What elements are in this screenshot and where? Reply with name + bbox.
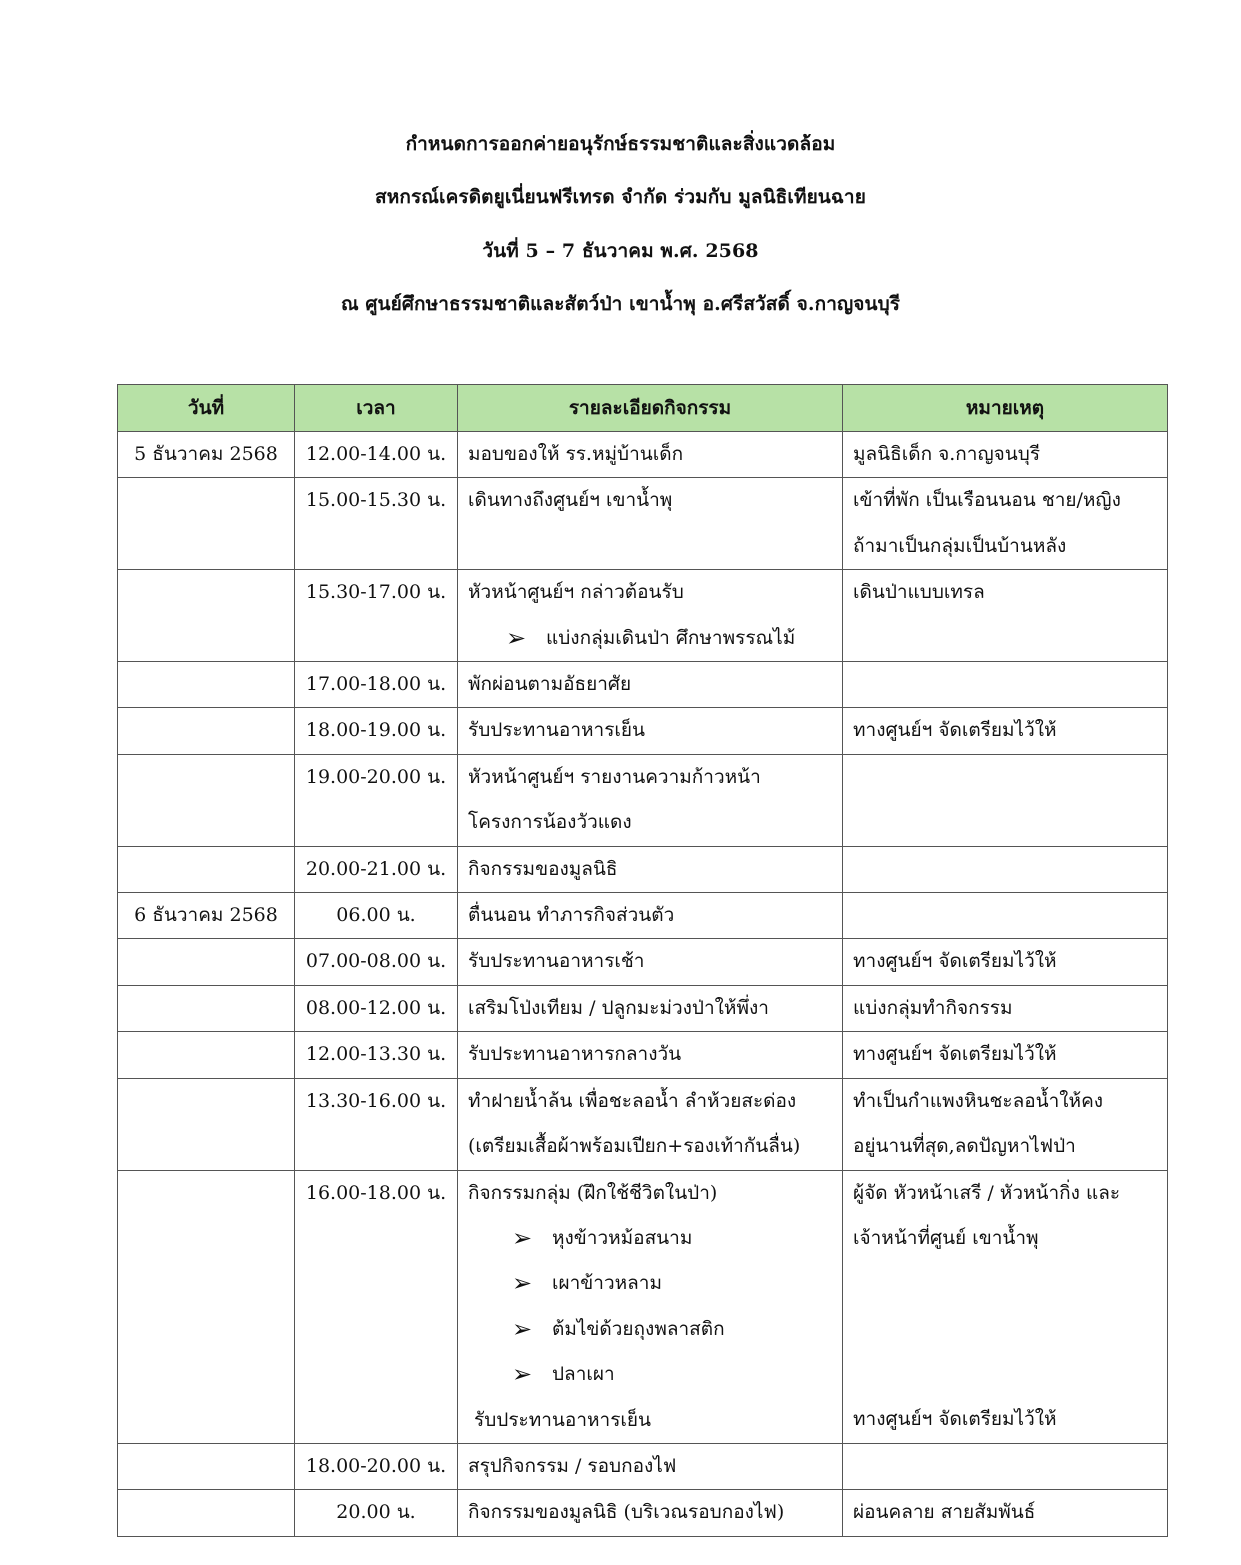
activity-line: กิจกรรมกลุ่ม (ฝึกใช้ชีวิตในป่า) (468, 1181, 718, 1204)
cell-note (843, 432, 1168, 478)
cell-activity (458, 939, 843, 985)
activity-bullet-text: แบ่งกลุ่มเดินป่า ศึกษาพรรณไม้ (546, 626, 796, 649)
activity-line: รับประทานอาหารเย็น (468, 719, 646, 742)
table-row (118, 570, 1168, 662)
note-line: เดินป่าแบบเทรล (853, 581, 985, 604)
note-line: มูลนิธิเด็ก จ.กาญจนบุรี (853, 443, 1041, 465)
cell-note (843, 708, 1168, 754)
cell-time: 20.00-21.00 น. (295, 846, 458, 892)
activity-line: รับประทานอาหารกลางวัน (468, 1043, 682, 1066)
note-line: ทำเป็นกำแพงหินชะลอน้ำให้คง (853, 1089, 1104, 1112)
cell-note (843, 1490, 1168, 1536)
activity-line: ตื่นนอน ทำภารกิจส่วนตัว (468, 904, 675, 927)
activity-line: กิจกรรมของมูลนิธิ (468, 857, 618, 880)
cell-time: 19.00-20.00 น. (295, 754, 458, 846)
cell-activity (458, 1078, 843, 1170)
table-row (118, 1490, 1168, 1536)
arrow-right-bullet-icon: ➢ (512, 1360, 533, 1389)
cell-activity (458, 478, 843, 570)
arrow-right-bullet-icon: ➢ (512, 1223, 533, 1252)
arrow-right-bullet-icon: ➢ (512, 1314, 533, 1343)
cell-time: 12.00-13.30 น. (295, 1032, 458, 1078)
cell-date (118, 985, 295, 1031)
note-line: ทางศูนย์ฯ จัดเตรียมไว้ให้ (853, 1408, 1057, 1431)
activity-bullet-item (468, 616, 832, 661)
cell-activity (458, 1032, 843, 1078)
cell-time: 18.00-20.00 น. (295, 1443, 458, 1489)
header-activity: รายละเอียดกิจกรรม (458, 385, 843, 432)
table-row (118, 708, 1168, 754)
cell-note (843, 1078, 1168, 1170)
cell-date (118, 846, 295, 892)
cell-note (843, 846, 1168, 892)
cell-date (118, 754, 295, 846)
cell-time: 20.00 น. (295, 1490, 458, 1536)
table-row (118, 1078, 1168, 1170)
activity-bullet-text: ปลาเผา (552, 1363, 615, 1386)
table-row (118, 478, 1168, 570)
cell-note (843, 939, 1168, 985)
cell-activity (458, 754, 843, 846)
activity-line: เสริมโป่งเทียม / ปลูกมะม่วงป่าให้พึ่งา (468, 996, 769, 1019)
note-line: ทางศูนย์ฯ จัดเตรียมไว้ให้ (853, 950, 1057, 973)
cell-note (843, 1443, 1168, 1489)
cell-time: 06.00 น. (295, 893, 458, 939)
table-row (118, 662, 1168, 708)
activity-bullet-text: ต้มไข่ด้วยถุงพลาสติก (552, 1317, 725, 1340)
table-row (118, 1170, 1168, 1443)
cell-activity (458, 985, 843, 1031)
activity-bullet-text: เผาข้าวหลาม (552, 1272, 662, 1295)
cell-activity (458, 1443, 843, 1489)
schedule-table (117, 384, 1168, 1537)
cell-time: 18.00-19.00 น. (295, 708, 458, 754)
header-time: เวลา (295, 385, 458, 432)
arrow-right-bullet-icon: ➢ (512, 1269, 533, 1298)
table-row (118, 939, 1168, 985)
activity-bullet-item (468, 1261, 832, 1306)
cell-date (118, 939, 295, 985)
cell-activity (458, 432, 843, 478)
activity-line: ทำฝายน้ำล้น เพื่อชะลอน้ำ ลำห้วยสะด่อง (468, 1089, 797, 1112)
activity-line: หัวหน้าศูนย์ฯ รายงานความก้าวหน้า (468, 765, 761, 788)
cell-activity (458, 1170, 843, 1443)
cell-activity (458, 1490, 843, 1536)
cell-time: 15.00-15.30 น. (295, 478, 458, 570)
cell-date: 5 ธันวาคม 2568 (118, 432, 295, 478)
table-row (118, 1443, 1168, 1489)
activity-line: มอบของให้ รร.หมู่บ้านเด็ก (468, 443, 684, 465)
table-row (118, 754, 1168, 846)
document-heading (0, 118, 1241, 331)
note-line: อยู่นานที่สุด,ลดปัญหาไฟป่า (853, 1135, 1076, 1158)
heading-venue: ณ ศูนย์ศึกษาธรรมชาติและสัตว์ป่า เขาน้ำพุ อ.ศรีสวัสดิ์ จ.กาญจนบุรี (340, 292, 901, 315)
cell-date (118, 478, 295, 570)
activity-bullet-item (468, 1307, 832, 1352)
activity-line: กิจกรรมของมูลนิธิ (บริเวณรอบกองไฟ) (468, 1501, 785, 1524)
cell-note (843, 1170, 1168, 1443)
table-row (118, 432, 1168, 478)
schedule-body (118, 432, 1168, 1537)
cell-note (843, 985, 1168, 1031)
cell-note (843, 478, 1168, 570)
table-row (118, 893, 1168, 939)
heading-title: กำหนดการออกค่ายอนุรักษ์ธรรมชาติและสิ่งแวดล้อม (405, 133, 836, 155)
table-row (118, 985, 1168, 1031)
note-line: เจ้าหน้าที่ศูนย์ เขาน้ำพุ (853, 1226, 1039, 1249)
cell-activity (458, 846, 843, 892)
cell-activity (458, 708, 843, 754)
table-row (118, 846, 1168, 892)
cell-activity (458, 570, 843, 662)
activity-bullet-item (468, 1216, 832, 1261)
note-line: ทางศูนย์ฯ จัดเตรียมไว้ให้ (853, 1043, 1057, 1066)
activity-line: โครงการน้องวัวแดง (468, 811, 632, 834)
activity-line: สรุปกิจกรรม / รอบกองไฟ (468, 1454, 677, 1477)
note-line: แบ่งกลุ่มทำกิจกรรม (853, 996, 1013, 1019)
header-note: หมายเหตุ (843, 385, 1168, 432)
cell-activity (458, 662, 843, 708)
cell-time: 13.30-16.00 น. (295, 1078, 458, 1170)
cell-time: 08.00-12.00 น. (295, 985, 458, 1031)
note-spacer (853, 1352, 1157, 1397)
activity-bullet-text: หุงข้าวหม้อสนาม (552, 1226, 693, 1249)
activity-line: พักผ่อนตามอัธยาศัย (468, 673, 632, 696)
activity-line: รับประทานอาหารเช้า (468, 950, 645, 973)
cell-time: 15.30-17.00 น. (295, 570, 458, 662)
activity-line: รับประทานอาหารเย็น (474, 1408, 652, 1431)
cell-date (118, 662, 295, 708)
note-line: ถ้ามาเป็นกลุ่มเป็นบ้านหลัง (853, 534, 1067, 557)
note-spacer (853, 1261, 1157, 1306)
activity-line: หัวหน้าศูนย์ฯ กล่าวต้อนรับ (468, 581, 684, 604)
cell-date (118, 1032, 295, 1078)
note-line: ทางศูนย์ฯ จัดเตรียมไว้ให้ (853, 719, 1057, 742)
header-date: วันที่ (118, 385, 295, 432)
cell-time: 07.00-08.00 น. (295, 939, 458, 985)
cell-time: 12.00-14.00 น. (295, 432, 458, 478)
activity-bullet-item (468, 1352, 832, 1397)
cell-note (843, 893, 1168, 939)
activity-line: เดินทางถึงศูนย์ฯ เขาน้ำพุ (468, 489, 673, 512)
arrow-right-bullet-icon: ➢ (506, 623, 527, 652)
cell-note (843, 662, 1168, 708)
cell-date (118, 1443, 295, 1489)
cell-note (843, 754, 1168, 846)
cell-note (843, 570, 1168, 662)
cell-time: 16.00-18.00 น. (295, 1170, 458, 1443)
note-spacer (853, 1307, 1157, 1352)
table-header-row (118, 385, 1168, 432)
heading-organizers: สหกรณ์เครดิตยูเนี่ยนฟรีเทรด จำกัด ร่วมกับ มูลนิธิเทียนฉาย (375, 186, 866, 209)
cell-date (118, 708, 295, 754)
cell-date: 6 ธันวาคม 2568 (118, 893, 295, 939)
note-line: เข้าที่พัก เป็นเรือนนอน ชาย/หญิง (853, 489, 1121, 512)
heading-dates: วันที่ 5 – 7 ธันวาคม พ.ศ. 2568 (482, 239, 759, 262)
cell-note (843, 1032, 1168, 1078)
cell-date (118, 570, 295, 662)
note-line: ผ่อนคลาย สายสัมพันธ์ (853, 1501, 1036, 1524)
table-row (118, 1032, 1168, 1078)
cell-date (118, 1078, 295, 1170)
cell-activity (458, 893, 843, 939)
note-line: ผู้จัด หัวหน้าเสรี / หัวหน้ากิ่ง และ (853, 1181, 1121, 1204)
cell-date (118, 1170, 295, 1443)
activity-line: (เตรียมเสื้อผ้าพร้อมเปียก+รองเท้ากันลื่น) (468, 1135, 801, 1158)
cell-date (118, 1490, 295, 1536)
cell-time: 17.00-18.00 น. (295, 662, 458, 708)
